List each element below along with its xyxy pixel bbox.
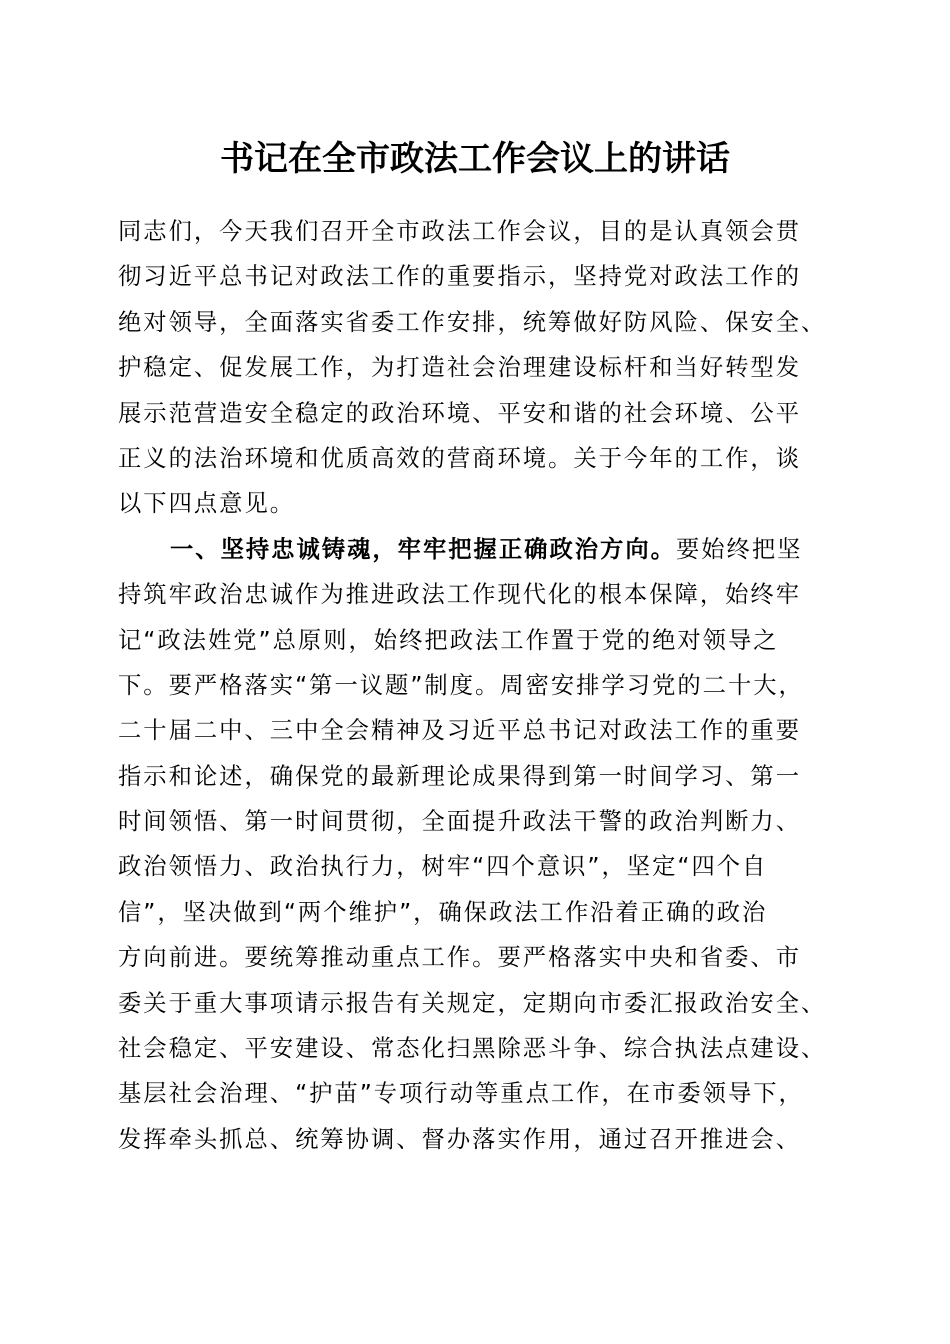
paragraph-line: 发挥牵头抓总、统筹协调、督办落实作用，通过召开推进会、 <box>118 1125 802 1153</box>
paragraph-line: 绝对领导，全面落实省委工作安排，统筹做好防风险、保安全、 <box>118 308 827 336</box>
paragraph-line: 方向前进。要统筹推动重点工作。要严格落实中央和省委、市 <box>118 944 802 972</box>
paragraph-line: 持筑牢政治忠诚作为推进政法工作现代化的根本保障，始终牢 <box>118 581 802 609</box>
paragraph-line: 彻习近平总书记对政法工作的重要指示，坚持党对政法工作的 <box>118 263 802 291</box>
paragraph-line: 下。要严格落实“第一议题”制度。周密安排学习党的二十大， <box>118 671 804 699</box>
document-title: 书记在全市政法工作会议上的讲话 <box>220 139 730 179</box>
paragraph-line: 正义的法治环境和优质高效的营商环境。关于今年的工作，谈 <box>118 444 802 472</box>
paragraph-line: 社会稳定、平安建设、常态化扫黑除恶斗争、综合执法点建设、 <box>118 1035 827 1063</box>
paragraph-line: 政治领悟力、政治执行力，树牢“四个意识”，坚定“四个自 <box>118 853 768 881</box>
paragraph-line: 记“政法姓党”总原则，始终把政法工作置于党的绝对领导之 <box>118 626 779 654</box>
section-first-line <box>118 527 840 572</box>
paragraph-line: 委关于重大事项请示报告有关规定，定期向市委汇报政治安全、 <box>118 989 827 1017</box>
paragraph-line: 时间领悟、第一时间贯彻，全面提升政法干警的政治判断力、 <box>118 808 802 836</box>
document-body <box>118 209 840 1162</box>
paragraph-line: 护稳定、促发展工作，为打造社会治理建设标杆和当好转型发 <box>118 354 802 382</box>
paragraph-line: 展示范营造安全稳定的政治环境、平安和谐的社会环境、公平 <box>118 399 802 427</box>
paragraph-line: 以下四点意见。 <box>118 490 296 518</box>
section-first-line-text: 要始终把坚 <box>675 535 803 563</box>
section-heading: 一、坚持忠诚铸魂，牢牢把握正确政治方向。 <box>170 535 676 563</box>
paragraph-line: 同志们，今天我们召开全市政法工作会议，目的是认真领会贯 <box>118 218 802 245</box>
paragraph-line: 基层社会治理、“护苗”专项行动等重点工作，在市委领导下， <box>118 1080 804 1108</box>
paragraph-line: 指示和论述，确保党的最新理论成果得到第一时间学习、第一 <box>118 762 802 790</box>
paragraph-line: 二十届二中、三中全会精神及习近平总书记对政法工作的重要 <box>118 717 802 745</box>
paragraph-line: 信”，坚决做到“两个维护”，确保政法工作沿着正确的政治 <box>118 898 768 926</box>
